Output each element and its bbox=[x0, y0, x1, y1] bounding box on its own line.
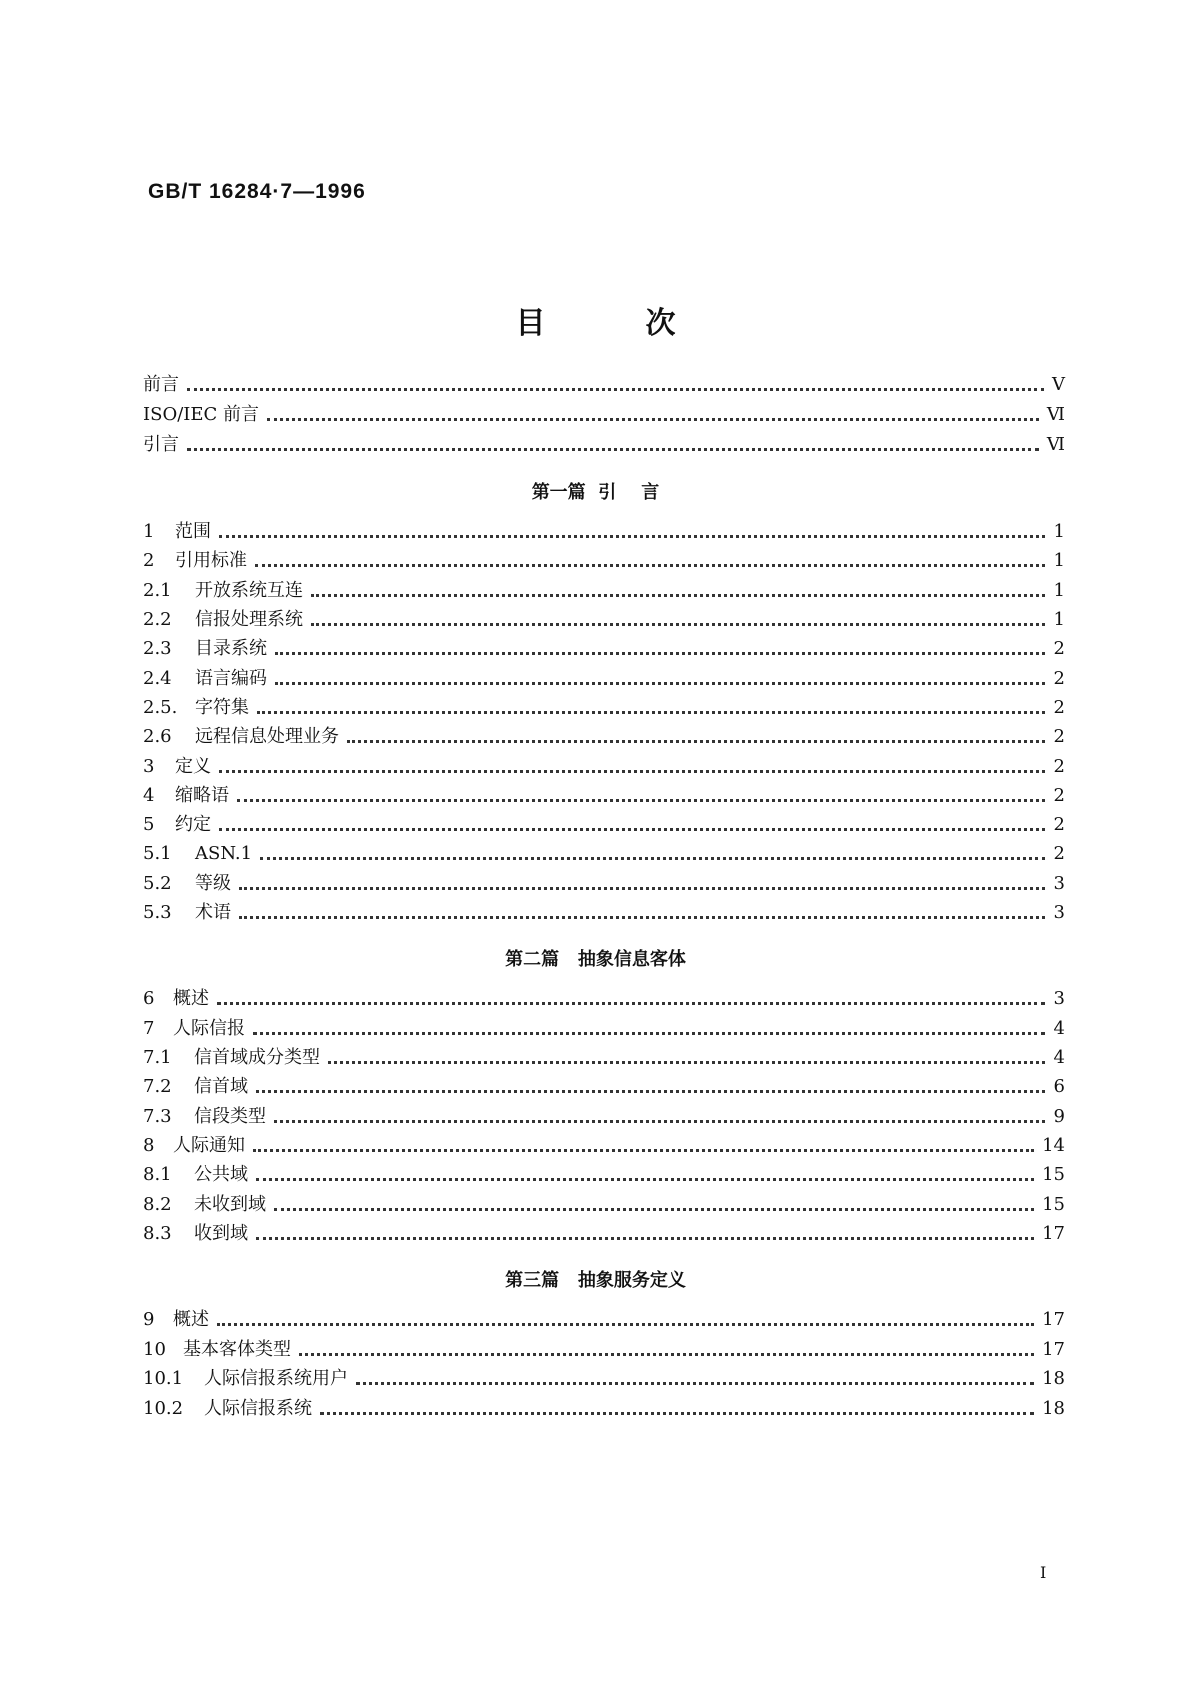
toc-entry[interactable] bbox=[143, 636, 1065, 662]
toc-entry-title: 人际信报系统用户 bbox=[204, 1368, 348, 1389]
toc-entry-number: 5.3 bbox=[143, 902, 172, 923]
dot-leader bbox=[311, 594, 1045, 597]
part-heading-3: 第三篇 抽象服务定义 bbox=[505, 1270, 686, 1291]
toc-entry-title: 未收到域 bbox=[194, 1194, 266, 1215]
toc-entry[interactable] bbox=[143, 1045, 1065, 1071]
dot-leader bbox=[237, 799, 1045, 802]
toc-entry-title: 人际信报 bbox=[173, 1018, 245, 1039]
dot-leader bbox=[347, 740, 1045, 743]
toc-entry[interactable] bbox=[143, 519, 1065, 545]
toc-entry-page: 1 bbox=[1053, 609, 1065, 630]
toc-entry-number: 7.2 bbox=[143, 1076, 172, 1097]
toc-entry-title: 缩略语 bbox=[175, 785, 229, 806]
toc-entry[interactable] bbox=[143, 1307, 1065, 1333]
toc-entry-page: Ⅵ bbox=[1046, 434, 1065, 455]
toc-entry[interactable] bbox=[143, 1104, 1065, 1130]
toc-entry[interactable] bbox=[143, 783, 1065, 809]
toc-entry[interactable] bbox=[143, 695, 1065, 721]
toc-entry-page: Ⅵ bbox=[1046, 404, 1065, 425]
toc-entry-page: 2 bbox=[1053, 638, 1065, 659]
toc-entry-page: 2 bbox=[1053, 726, 1065, 747]
toc-entry-page: 17 bbox=[1042, 1309, 1065, 1330]
dot-leader bbox=[275, 652, 1045, 655]
toc-entry[interactable] bbox=[143, 871, 1065, 897]
dot-leader bbox=[219, 770, 1045, 773]
toc-entry-number: 2.6 bbox=[143, 726, 172, 747]
toc-entry[interactable] bbox=[143, 666, 1065, 692]
toc-entry-title: 信首域成分类型 bbox=[194, 1047, 320, 1068]
toc-entry-page: 2 bbox=[1053, 785, 1065, 806]
dot-leader bbox=[217, 1323, 1034, 1326]
toc-entry-number: 7.3 bbox=[143, 1106, 172, 1127]
toc-entry-number: 5 bbox=[143, 814, 155, 835]
toc-entry[interactable] bbox=[143, 754, 1065, 780]
toc-entry-title: 信报处理系统 bbox=[195, 609, 303, 630]
toc-entry-title: 目录系统 bbox=[195, 638, 267, 659]
dot-leader bbox=[239, 887, 1045, 890]
toc-entry-page: 1 bbox=[1053, 521, 1065, 542]
toc-entry[interactable] bbox=[143, 1366, 1065, 1392]
toc-entry-number: 10.1 bbox=[143, 1368, 184, 1389]
toc-entry[interactable] bbox=[143, 578, 1065, 604]
toc-entry-number: 6 bbox=[143, 988, 155, 1009]
toc-entry-number: 10.2 bbox=[143, 1398, 184, 1419]
toc-entry-page: 15 bbox=[1042, 1164, 1065, 1185]
toc-entry-title: 人际信报系统 bbox=[204, 1398, 312, 1419]
toc-entry-title: 信段类型 bbox=[194, 1106, 266, 1127]
dot-leader bbox=[320, 1412, 1034, 1415]
toc-entry-page: 17 bbox=[1042, 1223, 1065, 1244]
toc-entry[interactable] bbox=[143, 1396, 1065, 1422]
toc-entry-title: 信首域 bbox=[194, 1076, 248, 1097]
toc-entry[interactable] bbox=[143, 812, 1065, 838]
dot-leader bbox=[187, 448, 1039, 451]
toc-entry-iso-iec-preface[interactable] bbox=[143, 402, 1065, 428]
toc-entry[interactable] bbox=[143, 1221, 1065, 1247]
toc-entry-title: 引言 bbox=[143, 434, 179, 455]
toc-entry-page: 18 bbox=[1042, 1398, 1065, 1419]
toc-entry-number: 7 bbox=[143, 1018, 155, 1039]
dot-leader bbox=[356, 1382, 1034, 1385]
toc-entry-page: 2 bbox=[1053, 697, 1065, 718]
toc-entry-number: 5.1 bbox=[143, 843, 172, 864]
dot-leader bbox=[328, 1061, 1045, 1064]
toc-entry-number: 2.3 bbox=[143, 638, 172, 659]
toc-entry-page: 3 bbox=[1053, 988, 1065, 1009]
toc-entry-title: 基本客体类型 bbox=[183, 1339, 291, 1360]
toc-entry-title: 远程信息处理业务 bbox=[195, 726, 339, 747]
dot-leader bbox=[275, 682, 1045, 685]
dot-leader bbox=[256, 1178, 1034, 1181]
toc-entry-title: 收到域 bbox=[194, 1223, 248, 1244]
toc-entry-number: 7.1 bbox=[143, 1047, 172, 1068]
toc-entry-title: 范围 bbox=[175, 521, 211, 542]
toc-entry-page: 15 bbox=[1042, 1194, 1065, 1215]
toc-entry-number: 2.5. bbox=[143, 697, 178, 718]
toc-entry-page: 4 bbox=[1053, 1018, 1065, 1039]
dot-leader bbox=[253, 1149, 1034, 1152]
toc-entry-page: 3 bbox=[1053, 902, 1065, 923]
dot-leader bbox=[274, 1208, 1034, 1211]
dot-leader bbox=[311, 623, 1045, 626]
toc-entry[interactable] bbox=[143, 1133, 1065, 1159]
toc-entry-number: 3 bbox=[143, 756, 155, 777]
toc-entry[interactable] bbox=[143, 986, 1065, 1012]
page-title: 目次 bbox=[515, 306, 776, 341]
dot-leader bbox=[239, 916, 1045, 919]
toc-entry-page: 14 bbox=[1042, 1135, 1065, 1156]
standard-code: GB/T 16284·7—1996 bbox=[148, 180, 366, 203]
dot-leader bbox=[267, 418, 1039, 421]
toc-entry-page: 3 bbox=[1053, 873, 1065, 894]
toc-entry-page: 1 bbox=[1053, 580, 1065, 601]
toc-entry-number: 8.2 bbox=[143, 1194, 172, 1215]
toc-entry-title: 等级 bbox=[195, 873, 231, 894]
toc-entry-page: 4 bbox=[1053, 1047, 1065, 1068]
toc-entry-title: 定义 bbox=[175, 756, 211, 777]
toc-entry-title: 人际通知 bbox=[173, 1135, 245, 1156]
toc-entry[interactable] bbox=[143, 1162, 1065, 1188]
toc-entry-preface[interactable] bbox=[143, 372, 1065, 398]
toc-entry-introduction[interactable] bbox=[143, 432, 1065, 458]
toc-entry-page: 18 bbox=[1042, 1368, 1065, 1389]
toc-entry-number: 8 bbox=[143, 1135, 155, 1156]
toc-entry[interactable] bbox=[143, 900, 1065, 926]
toc-entry-title: ISO/IEC 前言 bbox=[143, 404, 260, 425]
toc-entry-number: 10 bbox=[143, 1339, 166, 1360]
dot-leader bbox=[255, 564, 1045, 567]
toc-entry[interactable] bbox=[143, 548, 1065, 574]
toc-entry-number: 9 bbox=[143, 1309, 155, 1330]
toc-entry-title: 语言编码 bbox=[195, 668, 267, 689]
toc-entry-title: 前言 bbox=[143, 374, 179, 395]
dot-leader bbox=[219, 828, 1045, 831]
toc-entry-page: 2 bbox=[1053, 814, 1065, 835]
toc-entry-number: 2 bbox=[143, 550, 155, 571]
toc-entry-title: 约定 bbox=[175, 814, 211, 835]
toc-entry[interactable] bbox=[143, 1016, 1065, 1042]
toc-entry[interactable] bbox=[143, 841, 1065, 867]
part-heading-1: 第一篇 引 言 bbox=[531, 482, 660, 503]
toc-entry-number: 4 bbox=[143, 785, 155, 806]
dot-leader bbox=[257, 711, 1045, 714]
dot-leader bbox=[217, 1002, 1045, 1005]
toc-entry-title: 字符集 bbox=[195, 697, 249, 718]
dot-leader bbox=[187, 388, 1044, 391]
toc-entry-number: 2.4 bbox=[143, 668, 172, 689]
toc-entry-page: 2 bbox=[1053, 756, 1065, 777]
toc-entry-number: 2.1 bbox=[143, 580, 172, 601]
toc-entry-number: 8.1 bbox=[143, 1164, 172, 1185]
toc-entry-page: 17 bbox=[1042, 1339, 1065, 1360]
toc-entry-number: 8.3 bbox=[143, 1223, 172, 1244]
toc-entry-title: 术语 bbox=[195, 902, 231, 923]
toc-entry-page: 6 bbox=[1053, 1076, 1065, 1097]
toc-entry-number: 1 bbox=[143, 521, 155, 542]
toc-entry-title: 概述 bbox=[173, 988, 209, 1009]
dot-leader bbox=[256, 1090, 1045, 1093]
toc-entry-page: 9 bbox=[1053, 1106, 1065, 1127]
dot-leader bbox=[253, 1032, 1045, 1035]
toc-entry-page: 2 bbox=[1053, 843, 1065, 864]
toc-entry-page: V bbox=[1052, 374, 1065, 395]
page-folio: I bbox=[1040, 1563, 1047, 1582]
dot-leader bbox=[256, 1237, 1034, 1240]
toc-entry-title: ASN.1 bbox=[195, 843, 253, 864]
toc-entry-number: 5.2 bbox=[143, 873, 172, 894]
toc-entry[interactable] bbox=[143, 1337, 1065, 1363]
toc-entry[interactable] bbox=[143, 724, 1065, 750]
dot-leader bbox=[219, 535, 1045, 538]
dot-leader bbox=[260, 857, 1045, 860]
toc-entry[interactable] bbox=[143, 1192, 1065, 1218]
toc-entry-title: 概述 bbox=[173, 1309, 209, 1330]
toc-entry-title: 开放系统互连 bbox=[195, 580, 303, 601]
dot-leader bbox=[299, 1353, 1034, 1356]
toc-entry-title: 公共域 bbox=[194, 1164, 248, 1185]
toc-entry-title: 引用标准 bbox=[175, 550, 247, 571]
toc-entry-page: 2 bbox=[1053, 668, 1065, 689]
toc-entry-page: 1 bbox=[1053, 550, 1065, 571]
toc-entry-number: 2.2 bbox=[143, 609, 172, 630]
part-heading-2: 第二篇 抽象信息客体 bbox=[505, 949, 686, 970]
toc-entry[interactable] bbox=[143, 1074, 1065, 1100]
dot-leader bbox=[274, 1120, 1045, 1123]
toc-entry[interactable] bbox=[143, 607, 1065, 633]
